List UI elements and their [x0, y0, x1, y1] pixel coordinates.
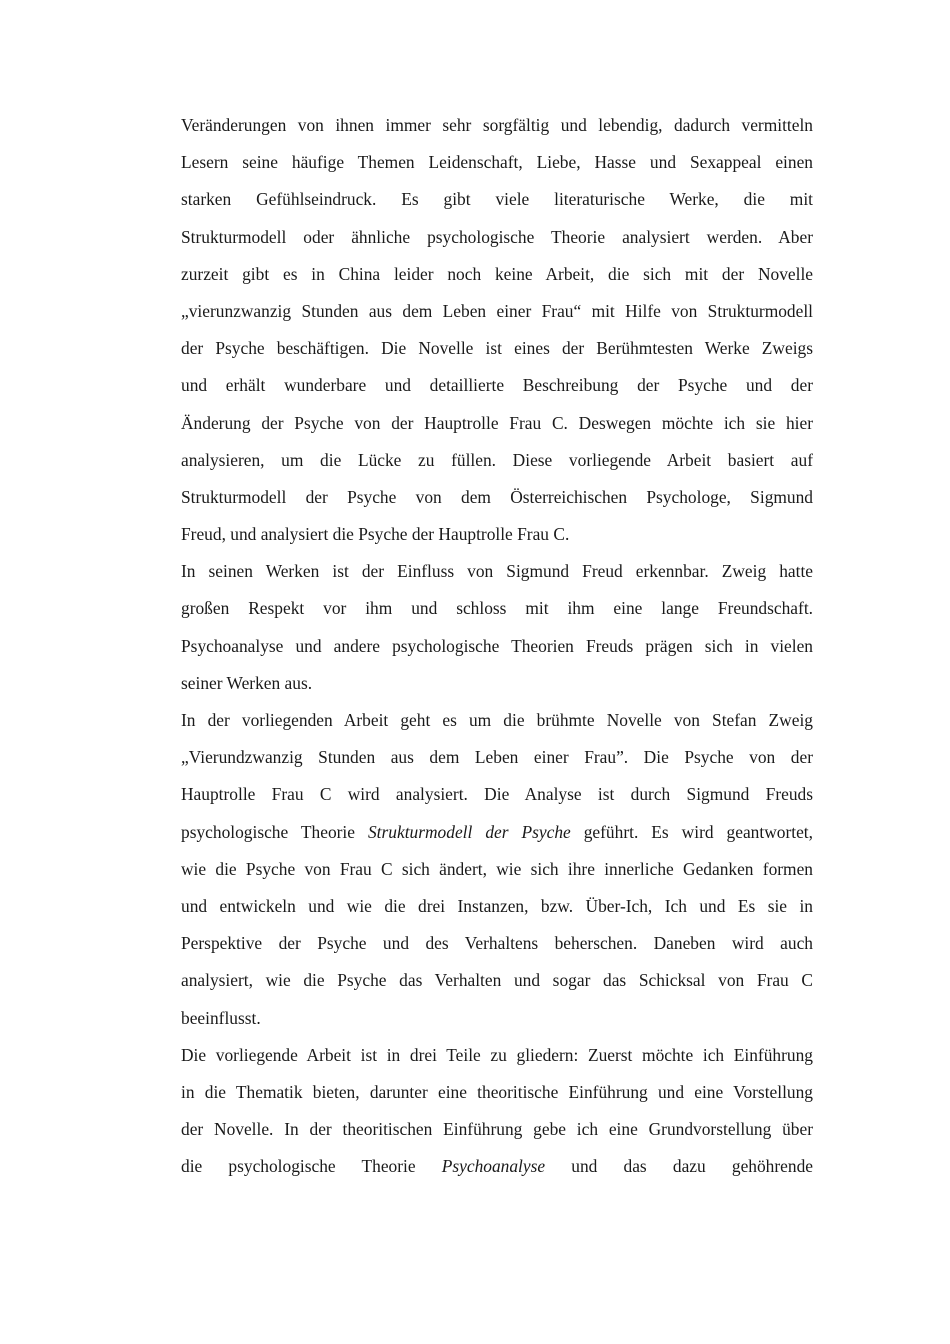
text-segment: beeinflusst.	[181, 1007, 261, 1028]
text-line	[181, 1037, 813, 1074]
paragraph	[181, 553, 813, 702]
text-segment: psychologische Theorie	[181, 821, 368, 842]
text-line	[181, 1074, 813, 1111]
text-line	[181, 739, 813, 776]
text-line	[181, 479, 813, 516]
text-segment: Änderung der Psyche von der Hauptrolle Frau C. Deswegen möchte ich sie hier	[181, 412, 813, 433]
italic-term: Strukturmodell der Psyche	[367, 821, 571, 842]
text-line	[181, 814, 813, 851]
text-segment: In seinen Werken ist der Einfluss von Sigmund Freud erkennbar. Zweig hatte	[181, 561, 813, 582]
text-line	[181, 293, 813, 330]
text-segment: In der vorliegenden Arbeit geht es um die brühmte Novelle von Stefan Zweig	[181, 710, 813, 730]
text-segment: in die Thematik bieten, darunter eine theoritische Einführung und eine Vorstellung	[181, 1081, 813, 1102]
text-line	[181, 628, 813, 665]
text-segment: wie die Psyche von Frau C sich ändert, wie sich ihre innerliche Gedanken formen	[181, 858, 813, 879]
text-line	[181, 516, 813, 553]
text-line	[181, 256, 813, 293]
text-line	[181, 144, 813, 181]
text-segment: analysieren, um die Lücke zu füllen. Diese vorliegende Arbeit basiert auf	[181, 449, 813, 470]
text-line	[181, 367, 813, 404]
text-line	[181, 1111, 813, 1148]
text-line	[181, 962, 813, 999]
text-line	[181, 851, 813, 888]
text-line	[181, 405, 813, 442]
document-page	[181, 107, 813, 1185]
text-line	[181, 181, 813, 218]
text-segment: und das dazu gehöhrende	[545, 1156, 813, 1177]
text-segment: Strukturmodell oder ähnliche psychologische Theorie analysiert werden. Aber	[181, 226, 813, 247]
text-segment: zurzeit gibt es in China leider noch keine Arbeit, die sich mit der Novelle	[181, 263, 813, 284]
text-segment: Die vorliegende Arbeit ist in drei Teile zu gliedern: Zuerst möchte ich Einführung	[181, 1044, 813, 1065]
text-segment: der Psyche beschäftigen. Die Novelle ist eines der Berühmtesten Werke Zweigs	[181, 338, 813, 359]
text-line	[181, 776, 813, 813]
text-segment: Freud, und analysiert die Psyche der Hauptrolle Frau C.	[181, 524, 570, 545]
text-segment: und entwickeln und wie die drei Instanzen, bzw. Über-Ich, Ich und Es sie in	[181, 895, 813, 916]
text-segment: und erhält wunderbare und detaillierte Beschreibung der Psyche und der	[181, 375, 813, 396]
text-line	[181, 553, 813, 590]
text-line	[181, 702, 813, 739]
text-segment: Psychoanalyse und andere psychologische Theorien Freuds prägen sich in vielen	[181, 635, 813, 656]
text-line	[181, 442, 813, 479]
text-segment: der Novelle. In der theoritischen Einführung gebe ich eine Grundvorstellung über	[181, 1119, 813, 1140]
text-segment: geführt. Es wird geantwortet,	[570, 821, 813, 842]
italic-term: Psychoanalyse	[441, 1156, 546, 1177]
text-segment: Strukturmodell der Psyche von dem Österreichischen Psychologe, Sigmund	[181, 486, 813, 507]
text-segment: die psychologische Theorie	[181, 1156, 442, 1177]
text-line	[181, 925, 813, 962]
text-line	[181, 219, 813, 256]
text-line	[181, 107, 813, 144]
text-segment: „Vierundzwanzig Stunden aus dem Leben einer Frau”. Die Psyche von der	[181, 747, 813, 768]
text-line	[181, 1148, 813, 1185]
text-segment: Hauptrolle Frau C wird analysiert. Die Analyse ist durch Sigmund Freuds	[181, 784, 813, 805]
paragraph	[181, 107, 813, 553]
text-segment: „vierunzwanzig Stunden aus dem Leben einer Frau“ mit Hilfe von Strukturmodell	[181, 300, 813, 321]
text-line	[181, 1000, 813, 1037]
text-segment: Perspektive der Psyche und des Verhaltens beherschen. Daneben wird auch	[181, 933, 813, 954]
text-segment: Veränderungen von ihnen immer sehr sorgfältig und lebendig, dadurch vermitteln	[181, 115, 813, 135]
text-segment: starken Gefühlseindruck. Es gibt viele literaturische Werke, die mit	[181, 189, 813, 210]
text-line	[181, 665, 813, 702]
text-segment: Lesern seine häufige Themen Leidenschaft, Liebe, Hasse und Sexappeal einen	[181, 152, 813, 173]
text-segment: analysiert, wie die Psyche das Verhalten und sogar das Schicksal von Frau C	[181, 970, 813, 991]
text-segment: seiner Werken aus.	[181, 672, 313, 693]
text-line	[181, 330, 813, 367]
paragraph	[181, 1037, 813, 1186]
text-segment: großen Respekt vor ihm und schloss mit ihm eine lange Freundschaft.	[181, 598, 813, 619]
text-line	[181, 888, 813, 925]
text-line	[181, 590, 813, 627]
paragraph	[181, 702, 813, 1037]
